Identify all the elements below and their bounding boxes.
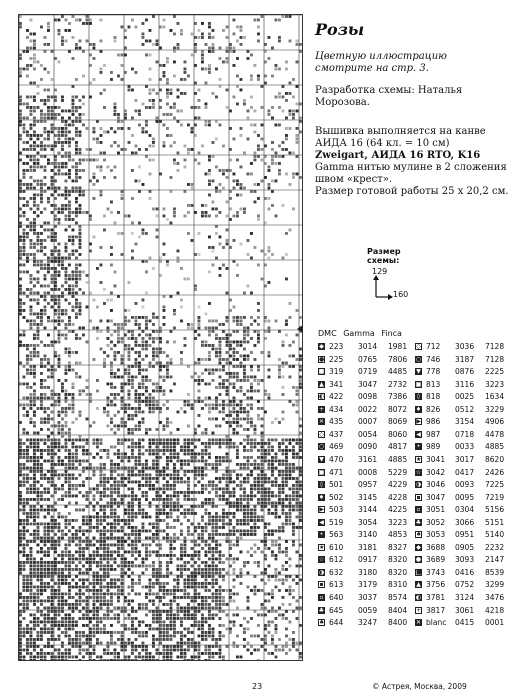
- legend-finca: 8072: [388, 404, 408, 414]
- legend-finca: 4228: [388, 492, 408, 502]
- legend-gamma: 0008: [358, 467, 378, 477]
- legend-finca: 1634: [485, 392, 505, 402]
- legend-gamma: 0304: [455, 505, 475, 515]
- legend-dmc: 989: [426, 442, 441, 452]
- legend-dmc: 3781: [426, 593, 446, 602]
- legend-dmc: 519: [329, 517, 344, 527]
- legend-finca: 0001: [485, 618, 505, 628]
- legend-dmc: 986: [426, 417, 441, 427]
- legend-gamma: 3014: [358, 342, 378, 351]
- chart-pattern: [19, 15, 302, 660]
- legend-finca: 4885: [388, 454, 408, 464]
- legend-dmc: 469: [329, 442, 344, 452]
- legend-gamma: 3054: [358, 517, 378, 527]
- legend-finca: 4229: [388, 480, 408, 490]
- legend-dmc: 3756: [426, 580, 446, 590]
- legend-gamma: 0905: [455, 542, 475, 552]
- size-cols: 160: [393, 290, 409, 299]
- legend-gamma: 3017: [455, 454, 475, 464]
- legend-finca: 8574: [388, 593, 408, 602]
- legend-symbol-icon: ◑: [318, 568, 325, 576]
- legend-finca: 8320: [388, 567, 408, 577]
- description-line: АИДА 16 (64 кл. = 10 см): [315, 138, 450, 149]
- legend-finca: 8310: [388, 580, 408, 590]
- legend-finca: 7219: [485, 492, 505, 502]
- legend-symbol-icon: ▪: [319, 581, 324, 589]
- legend-dmc: 471: [329, 467, 344, 477]
- legend-gamma: 0090: [358, 442, 378, 452]
- legend-finca: 8069: [388, 417, 408, 427]
- legend-finca: 2732: [388, 379, 408, 389]
- legend-gamma: 0416: [455, 567, 475, 577]
- legend-gamma: 3066: [455, 517, 475, 527]
- legend-dmc: 3046: [426, 480, 446, 490]
- legend-dmc: 563: [329, 530, 344, 540]
- legend-finca: 3476: [485, 593, 505, 602]
- legend-dmc: 3041: [426, 454, 446, 464]
- legend-finca: 4817: [388, 442, 408, 452]
- legend-gamma: 0718: [455, 429, 475, 439]
- legend-finca: 7225: [485, 480, 505, 490]
- legend-symbol-icon: ○: [415, 355, 422, 363]
- legend-symbol-icon: +: [318, 405, 325, 413]
- legend-finca: 8539: [485, 567, 505, 577]
- legend-gamma: 3093: [455, 555, 475, 565]
- legend-dmc: 610: [329, 542, 344, 552]
- legend-symbol-icon: ♣: [415, 518, 422, 526]
- legend-symbol-icon: ◇: [319, 430, 324, 438]
- legend-gamma: 0917: [358, 555, 378, 565]
- legend-dmc: 434: [329, 404, 344, 414]
- legend-finca: 3229: [485, 404, 505, 414]
- legend-header: [318, 329, 406, 338]
- legend-gamma: 0417: [455, 467, 475, 477]
- legend-symbol-icon: ♠: [416, 531, 422, 539]
- legend-gamma: 0022: [358, 404, 378, 414]
- legend-dmc: 818: [426, 392, 441, 402]
- legend-symbol-icon: ●: [319, 355, 325, 363]
- page-title: Розы: [315, 20, 365, 39]
- legend-finca: 4906: [485, 417, 505, 427]
- legend-dmc: 223: [329, 342, 344, 351]
- legend-gamma: 0719: [358, 367, 378, 377]
- legend-symbol-icon: ★: [416, 455, 422, 463]
- legend-gamma: 3179: [358, 580, 378, 590]
- legend-dmc: 826: [426, 404, 441, 414]
- legend-dmc: 3053: [426, 530, 446, 540]
- legend-symbol-icon: ♦: [318, 493, 325, 501]
- legend-symbol-icon: ◆: [416, 543, 421, 551]
- legend-symbol-icon: ☆: [415, 468, 422, 476]
- size-label: Размер схемы:: [367, 247, 401, 265]
- legend-finca: 4885: [485, 442, 505, 452]
- legend-dmc: 501: [329, 480, 344, 490]
- legend-finca: 5156: [485, 505, 505, 515]
- legend-symbol-icon: ◇: [416, 343, 421, 350]
- legend-symbol-icon: ○: [318, 443, 325, 451]
- legend-symbol-icon: •: [319, 531, 324, 539]
- legend-symbol-icon: ◐: [415, 594, 422, 601]
- legend-gamma: 0752: [455, 580, 475, 590]
- legend-dmc: 437: [329, 429, 344, 439]
- legend-symbol-icon: ■: [416, 568, 422, 576]
- legend-gamma: 0512: [455, 404, 475, 414]
- legend-dmc: 319: [329, 367, 344, 377]
- legend-finca: 4478: [485, 429, 505, 439]
- legend-header-dmc: DMC: [318, 329, 337, 338]
- legend-dmc: 640: [329, 593, 344, 602]
- legend-dmc: 3042: [426, 467, 446, 477]
- legend-finca: 7128: [485, 354, 505, 364]
- legend-dmc: 3688: [426, 542, 446, 552]
- legend-header-finca: Finca: [381, 329, 402, 338]
- legend-dmc: 746: [426, 354, 441, 364]
- legend-symbol-icon: ☆: [318, 556, 325, 564]
- legend-dmc: 612: [329, 555, 344, 565]
- legend-finca: 7806: [388, 354, 408, 364]
- cross-stitch-chart: [18, 14, 303, 661]
- legend-dmc: 987: [426, 429, 441, 439]
- legend-dmc: 778: [426, 367, 441, 377]
- legend-symbol-icon: ◀: [416, 430, 421, 438]
- legend-symbol-icon: ▶: [416, 418, 421, 426]
- legend-finca: 5140: [485, 530, 505, 540]
- designer-credit: Разработка схемы: Наталья Морозова.: [315, 85, 463, 108]
- legend-finca: 8327: [388, 542, 408, 552]
- legend-finca: 1981: [388, 342, 408, 351]
- legend-dmc: 225: [329, 354, 344, 364]
- legend-symbol-icon: ◐: [319, 393, 325, 401]
- legend-gamma: 3140: [358, 530, 378, 540]
- legend-symbol-icon: ▲: [319, 380, 324, 388]
- legend-header-gamma: Gamma: [343, 329, 375, 338]
- legend-symbol-icon: ♣: [318, 606, 325, 614]
- legend-gamma: 3187: [455, 354, 475, 364]
- legend-gamma: 3036: [455, 342, 475, 351]
- legend-dmc: 632: [329, 567, 344, 577]
- page-number: 23: [252, 682, 263, 691]
- legend-finca: 5229: [388, 467, 408, 477]
- legend-gamma: 0765: [358, 354, 378, 364]
- description-line: швом «крест».: [315, 174, 393, 185]
- legend-finca: 4225: [388, 505, 408, 515]
- legend-symbol-icon: ▫: [416, 506, 421, 514]
- legend-finca: 2426: [485, 467, 505, 477]
- legend-dmc: 813: [426, 379, 441, 389]
- legend-finca: 8060: [388, 429, 408, 439]
- legend-finca: 8400: [388, 618, 408, 628]
- legend-symbol-icon: □: [416, 380, 422, 388]
- legend-symbol-icon: ★: [319, 543, 325, 551]
- legend-gamma: 0876: [455, 367, 475, 377]
- description-line: Вышивка выполняется на канве: [315, 126, 486, 137]
- legend-gamma: 3037: [358, 593, 378, 602]
- legend-gamma: 3047: [358, 379, 378, 389]
- legend-gamma: 3116: [455, 379, 475, 389]
- legend-finca: 2147: [485, 555, 505, 565]
- legend-dmc: 502: [329, 492, 344, 502]
- legend-dmc: blanc: [426, 618, 447, 628]
- legend-gamma: 0059: [358, 605, 378, 615]
- legend-dmc: 712: [426, 342, 441, 351]
- legend-symbol-icon: ♠: [319, 619, 325, 627]
- legend-symbol-icon: ▼: [319, 455, 324, 463]
- legend-finca: 5151: [485, 517, 505, 527]
- legend-symbol-icon: ✕: [415, 619, 422, 627]
- description: [315, 126, 510, 198]
- size-rows: 129: [372, 267, 388, 276]
- legend-symbol-icon: ◀: [319, 518, 324, 526]
- legend-finca: 2225: [485, 367, 505, 377]
- legend-dmc: 422: [329, 392, 344, 402]
- legend-finca: 7386: [388, 392, 408, 402]
- legend-finca: 8404: [388, 605, 408, 615]
- legend-gamma: 0025: [455, 392, 475, 402]
- legend-gamma: 0007: [358, 417, 378, 427]
- legend-symbol-icon: ●: [415, 556, 422, 564]
- description-line: Размер готовой работы 25 х 20,2 см.: [315, 186, 509, 197]
- legend-symbol-icon: ◊: [415, 393, 422, 400]
- legend-symbol-icon: ▼: [416, 368, 421, 376]
- description-line: Zweigart, АИДА 16 RTO, K16: [315, 150, 481, 161]
- legend-gamma: 0951: [455, 530, 475, 540]
- legend-symbol-icon: +: [416, 606, 422, 614]
- legend-finca: 3299: [485, 580, 505, 590]
- legend-symbol-icon: ◊: [318, 481, 325, 488]
- color-illustration-note: Цветную иллюстрацию смотрите на стр. 3.: [315, 51, 447, 74]
- legend-finca: 4853: [388, 530, 408, 540]
- legend-dmc: 645: [329, 605, 344, 615]
- legend-finca: 3223: [485, 379, 505, 389]
- legend-dmc: 341: [329, 379, 344, 389]
- description-line: Gamma нитью мулине в 2 сложения: [315, 162, 507, 173]
- legend-gamma: 3154: [455, 417, 475, 427]
- legend-gamma: 3144: [358, 505, 378, 515]
- legend-symbol-icon: ▲: [416, 581, 421, 589]
- legend-dmc: 470: [329, 454, 344, 464]
- legend-symbol-icon: ▪: [416, 493, 421, 501]
- chart-size-block: [365, 247, 455, 307]
- legend-gamma: 3145: [358, 492, 378, 502]
- legend-finca: 4218: [485, 605, 505, 615]
- legend-gamma: 0957: [358, 480, 378, 490]
- legend-gamma: 3124: [455, 593, 475, 602]
- legend-gamma: 0095: [455, 492, 475, 502]
- legend-symbol-icon: ▫: [319, 594, 324, 601]
- legend-symbol-icon: ✕: [318, 418, 325, 426]
- legend-dmc: 3817: [426, 605, 446, 615]
- legend-gamma: 0415: [455, 618, 475, 628]
- legend-dmc: 3689: [426, 555, 446, 565]
- legend-gamma: 3181: [358, 542, 378, 552]
- legend-gamma: 3161: [358, 454, 378, 464]
- legend-symbol-icon: ▶: [319, 506, 324, 514]
- legend-dmc: 3743: [426, 567, 446, 577]
- copyright: © Астрея, Москва, 2009: [372, 682, 467, 691]
- legend-gamma: 3061: [455, 605, 475, 615]
- legend-finca: 4485: [388, 367, 408, 377]
- legend-gamma: 0054: [358, 429, 378, 439]
- legend-symbol-icon: ◆: [319, 343, 324, 350]
- legend-finca: 3223: [388, 517, 408, 527]
- legend-dmc: 503: [329, 505, 344, 515]
- legend-dmc: 3051: [426, 505, 446, 515]
- legend-gamma: 0033: [455, 442, 475, 452]
- legend-symbol-icon: ■: [318, 368, 325, 376]
- legend-gamma: 0093: [455, 480, 475, 490]
- legend-symbol-icon: •: [416, 443, 421, 451]
- legend-gamma: 0098: [358, 392, 378, 402]
- legend-dmc: 613: [329, 580, 344, 590]
- legend-symbol-icon: ◑: [415, 481, 422, 489]
- legend-dmc: 3052: [426, 517, 446, 527]
- legend-dmc: 435: [329, 417, 344, 427]
- legend-symbol-icon: ♦: [415, 405, 422, 413]
- center-arrow-icon: [297, 325, 303, 333]
- legend-dmc: 3047: [426, 492, 446, 502]
- legend-finca: 7128: [485, 342, 505, 351]
- legend-gamma: 3247: [358, 618, 378, 628]
- legend-finca: 8320: [388, 555, 408, 565]
- legend-finca: 2232: [485, 542, 505, 552]
- legend-symbol-icon: □: [319, 468, 325, 476]
- legend-gamma: 3180: [358, 567, 378, 577]
- legend-finca: 8620: [485, 454, 505, 464]
- legend-dmc: 644: [329, 618, 344, 628]
